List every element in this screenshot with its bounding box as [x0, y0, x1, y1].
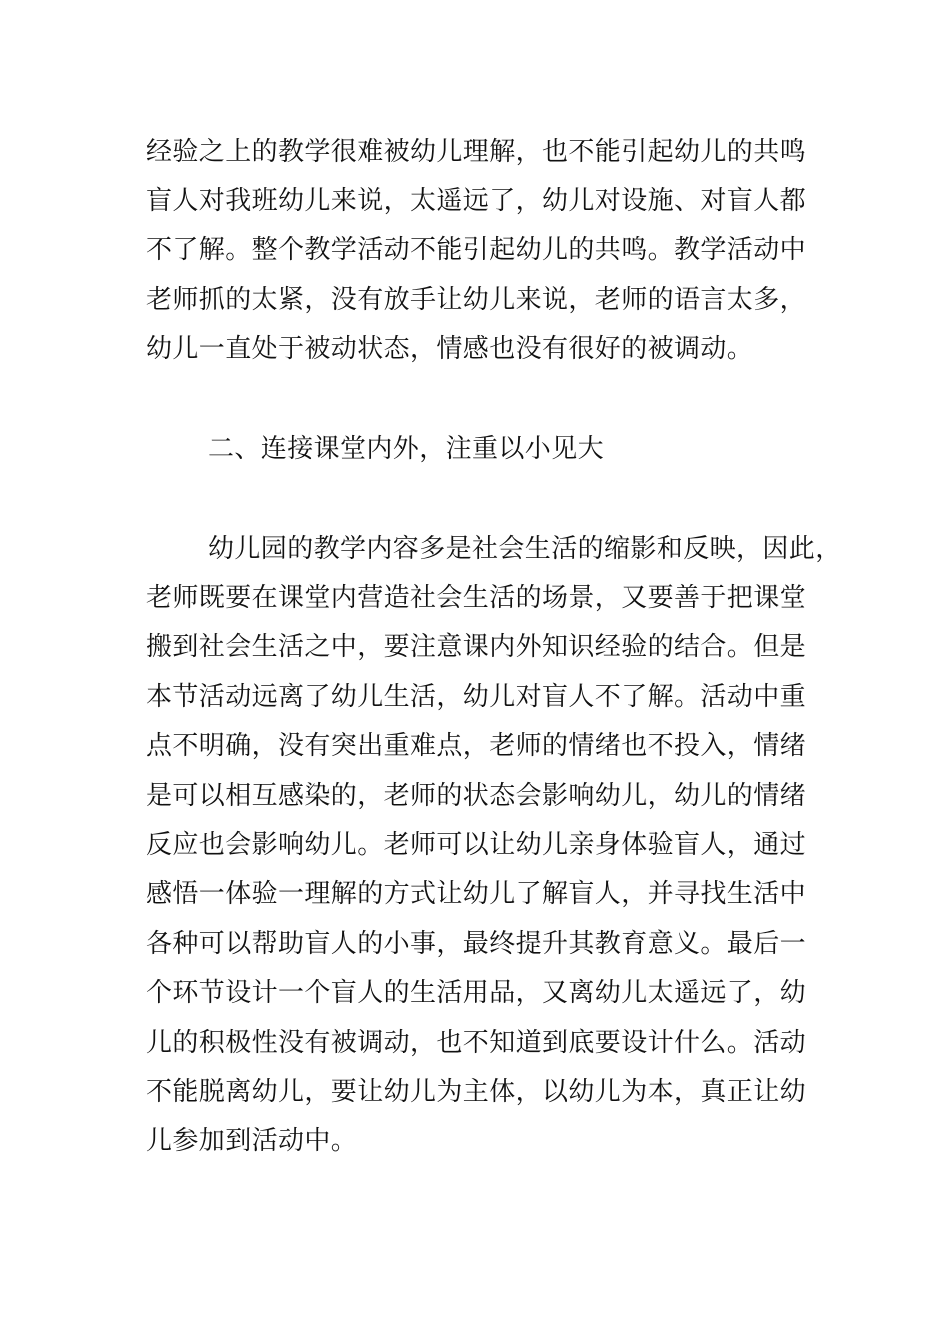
paragraph-1-line-5: 幼儿一直处于被动状态，情感也没有很好的被调动。 [146, 334, 754, 364]
paragraph-1-line-3: 不了解。整个教学活动不能引起幼儿的共鸣。教学活动中 [146, 235, 807, 265]
paragraph-2-line-1: 幼儿园的教学内容多是社会生活的缩影和反映，因此， [208, 534, 842, 564]
paragraph-2-line-6: 是可以相互感染的，老师的状态会影响幼儿，幼儿的情绪 [146, 781, 807, 811]
paragraph-1-line-4: 老师抓的太紧，没有放手让幼儿来说，老师的语言太多， [146, 285, 807, 315]
paragraph-2-line-3: 搬到社会生活之中，要注意课内外知识经验的结合。但是 [146, 632, 807, 662]
paragraph-2-line-7: 反应也会影响幼儿。老师可以让幼儿亲身体验盲人，通过 [146, 830, 807, 860]
paragraph-2-line-11: 儿的积极性没有被调动，也不知道到底要设计什么。活动 [146, 1028, 807, 1058]
paragraph-2-line-12: 不能脱离幼儿，要让幼儿为主体，以幼儿为本，真正让幼 [146, 1077, 807, 1107]
paragraph-2-line-9: 各种可以帮助盲人的小事，最终提升其教育意义。最后一 [146, 929, 807, 959]
paragraph-2-line-2: 老师既要在课堂内营造社会生活的场景，又要善于把课堂 [146, 583, 807, 613]
paragraph-2-line-4: 本节活动远离了幼儿生活，幼儿对盲人不了解。活动中重 [146, 682, 807, 712]
paragraph-2-line-13: 儿参加到活动中。 [146, 1126, 358, 1156]
paragraph-1-line-2: 盲人对我班幼儿来说，太遥远了，幼儿对设施、对盲人都 [146, 186, 807, 216]
paragraph-2-line-10: 个环节设计一个盲人的生活用品，又离幼儿太遥远了，幼 [146, 978, 807, 1008]
paragraph-1-line-1: 经验之上的教学很难被幼儿理解，也不能引起幼儿的共鸣 [146, 137, 807, 167]
section-heading: 二、连接课堂内外，注重以小见大 [208, 434, 605, 464]
paragraph-2-line-5: 点不明确，没有突出重难点，老师的情绪也不投入，情绪 [146, 731, 807, 761]
paragraph-2-line-8: 感悟一体验一理解的方式让幼儿了解盲人，并寻找生活中 [146, 879, 807, 909]
